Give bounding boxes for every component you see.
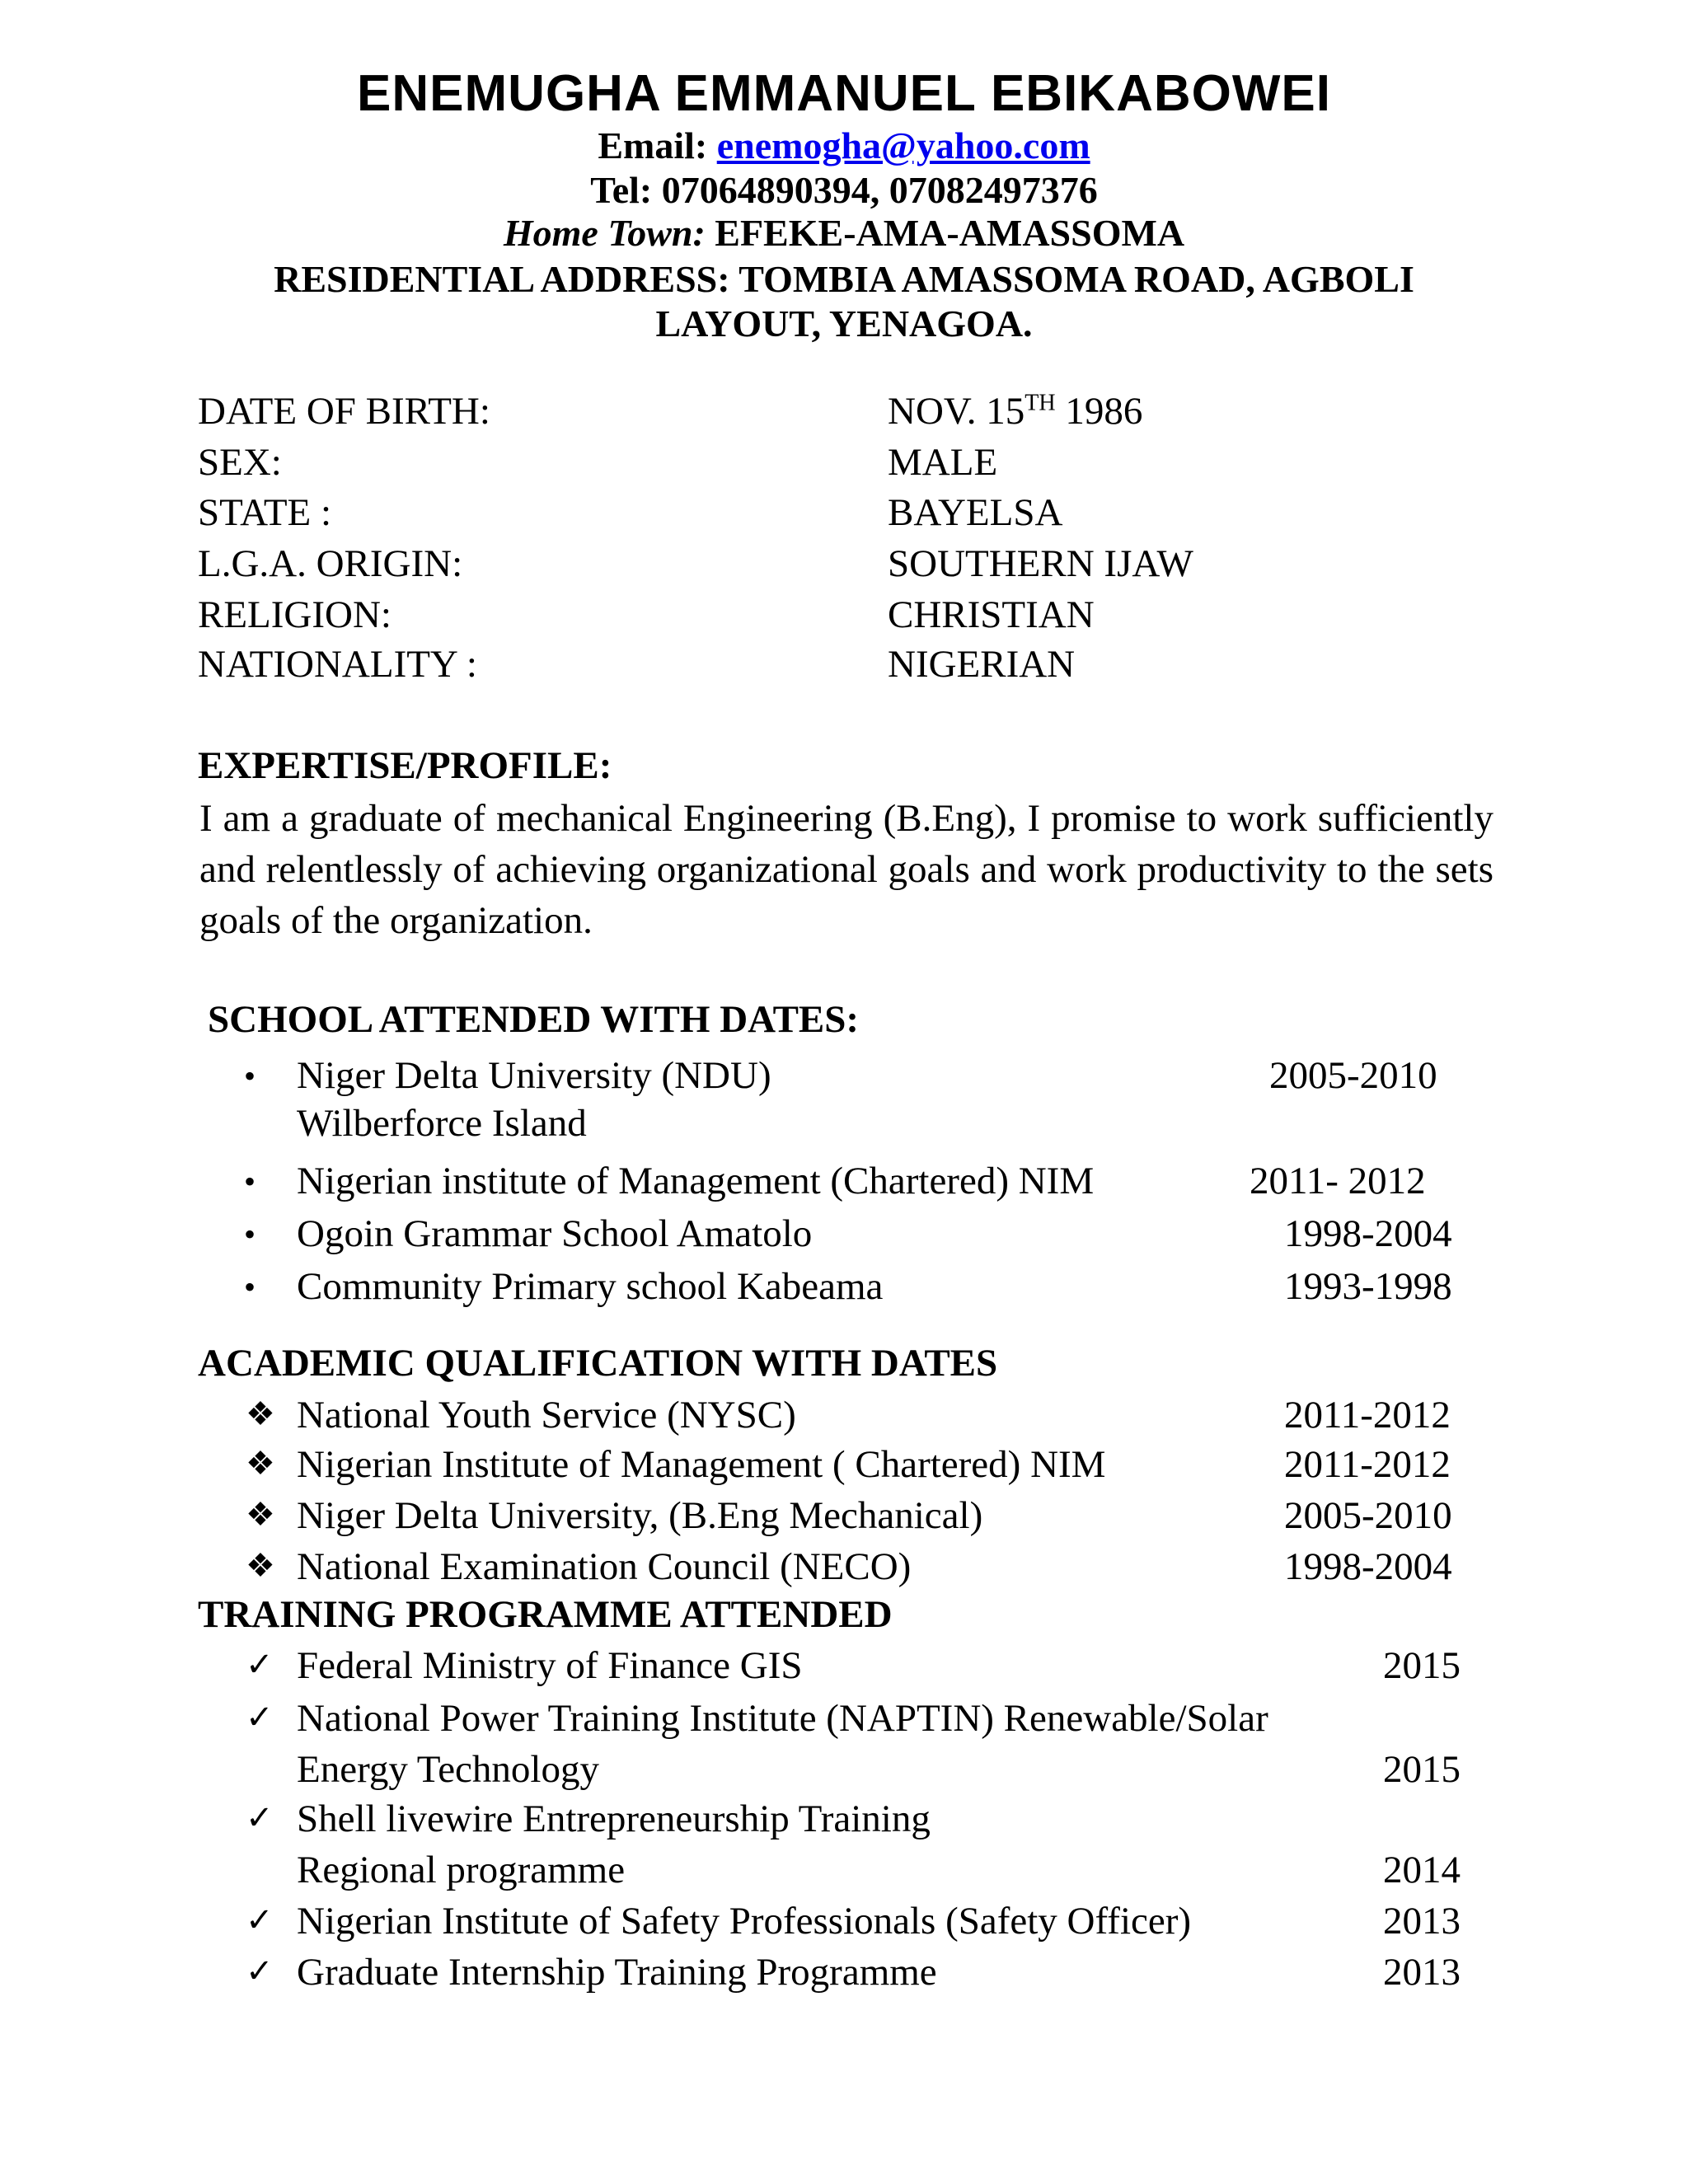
training-name: Shell livewire Entrepreneurship Training — [297, 1797, 931, 1840]
training-heading: TRAINING PROGRAMME ATTENDED — [198, 1593, 893, 1636]
bullet-icon: • — [244, 1163, 256, 1200]
hometown-line — [0, 211, 1688, 255]
email-line — [0, 124, 1688, 167]
address-line-2: LAYOUT, YENAGOA. — [655, 302, 1033, 344]
nationality-value: NIGERIAN — [888, 643, 1076, 686]
qualification-name: Nigerian Institute of Management ( Chartered) NIM — [297, 1443, 1106, 1486]
tel-label: Tel: — [590, 169, 653, 211]
sex-label: SEX: — [198, 441, 282, 484]
school-dates: 2011- 2012 — [1250, 1160, 1426, 1202]
check-bullet-icon: ✓ — [246, 1952, 274, 1990]
email-label: Email: — [598, 124, 708, 166]
qualification-dates: 2005-2010 — [1284, 1494, 1452, 1537]
check-bullet-icon: ✓ — [246, 1699, 274, 1736]
lga-label: L.G.A. ORIGIN: — [198, 542, 463, 585]
hometown-value: EFEKE-AMA-AMASSOMA — [715, 212, 1185, 254]
diamond-bullet-icon: ❖ — [246, 1547, 275, 1584]
school-dates: 1998-2004 — [1284, 1212, 1452, 1255]
school-name: Community Primary school Kabeama — [297, 1265, 884, 1308]
lga-value: SOUTHERN IJAW — [888, 542, 1193, 585]
sex-value: MALE — [888, 441, 998, 484]
training-name: Federal Ministry of Finance GIS — [297, 1644, 803, 1687]
tel-line — [0, 168, 1688, 212]
dob-value: NOV. 15TH 1986 — [888, 390, 1143, 433]
training-name-cont: Regional programme — [297, 1849, 626, 1891]
qualification-name: Niger Delta University, (B.Eng Mechanical) — [297, 1494, 983, 1537]
state-label: STATE : — [198, 491, 332, 534]
school-name: Ogoin Grammar School Amatolo — [297, 1212, 813, 1255]
diamond-bullet-icon: ❖ — [246, 1445, 275, 1482]
dob-label: DATE OF BIRTH: — [198, 390, 490, 433]
qualification-dates: 2011-2012 — [1284, 1443, 1451, 1486]
address-line-1: RESIDENTIAL ADDRESS: TOMBIA AMASSOMA ROAD, AGBOLI — [274, 258, 1414, 300]
tel-value: 07064890394, 07082497376 — [661, 169, 1098, 211]
diamond-bullet-icon: ❖ — [246, 1395, 275, 1432]
check-bullet-icon: ✓ — [246, 1901, 274, 1938]
school-dates: 1993-1998 — [1284, 1265, 1452, 1308]
school-dates: 2005-2010 — [1269, 1054, 1437, 1097]
qualification-dates: 1998-2004 — [1284, 1545, 1452, 1588]
hometown-label: Home Town: — [503, 212, 706, 254]
training-year: 2015 — [1383, 1644, 1461, 1687]
training-name: Nigerian Institute of Safety Professionals (Safety Officer) — [297, 1900, 1192, 1943]
religion-value: CHRISTIAN — [888, 593, 1095, 636]
training-year: 2014 — [1383, 1849, 1461, 1891]
school-name-cont: Wilberforce Island — [297, 1102, 587, 1145]
state-value: BAYELSA — [888, 491, 1063, 534]
qualification-dates: 2011-2012 — [1284, 1394, 1451, 1436]
profile-heading: EXPERTISE/PROFILE: — [198, 744, 612, 787]
school-name: Niger Delta University (NDU) — [297, 1054, 771, 1097]
academic-heading: ACADEMIC QUALIFICATION WITH DATES — [198, 1342, 998, 1385]
training-name: Graduate Internship Training Programme — [297, 1951, 937, 1994]
check-bullet-icon: ✓ — [246, 1799, 274, 1836]
training-year: 2013 — [1383, 1951, 1461, 1994]
qualification-name: National Youth Service (NYSC) — [297, 1394, 796, 1436]
schools-heading: SCHOOL ATTENDED WITH DATES: — [208, 998, 860, 1041]
training-name-cont: Energy Technology — [297, 1748, 599, 1791]
qualification-name: National Examination Council (NECO) — [297, 1545, 912, 1588]
bullet-icon: • — [244, 1216, 256, 1253]
religion-label: RELIGION: — [198, 593, 392, 636]
check-bullet-icon: ✓ — [246, 1646, 274, 1683]
profile-text: I am a graduate of mechanical Engineering (B.Eng), I promise to work sufficiently and relentlessly of achieving organizational goals and work productivity to the sets goals of the organization. — [199, 797, 1493, 942]
bullet-icon: • — [244, 1268, 256, 1305]
diamond-bullet-icon: ❖ — [246, 1496, 275, 1533]
training-year: 2015 — [1383, 1748, 1461, 1791]
applicant-name: ENEMUGHA EMMANUEL EBIKABOWEI — [357, 65, 1331, 122]
training-year: 2013 — [1383, 1900, 1461, 1943]
nationality-label: NATIONALITY : — [198, 643, 477, 686]
email-link[interactable]: enemogha@yahoo.com — [716, 124, 1090, 166]
school-name: Nigerian institute of Management (Chartered) NIM — [297, 1160, 1095, 1202]
training-name: National Power Training Institute (NAPTIN) Renewable/Solar — [297, 1697, 1268, 1740]
bullet-icon: • — [244, 1057, 256, 1094]
